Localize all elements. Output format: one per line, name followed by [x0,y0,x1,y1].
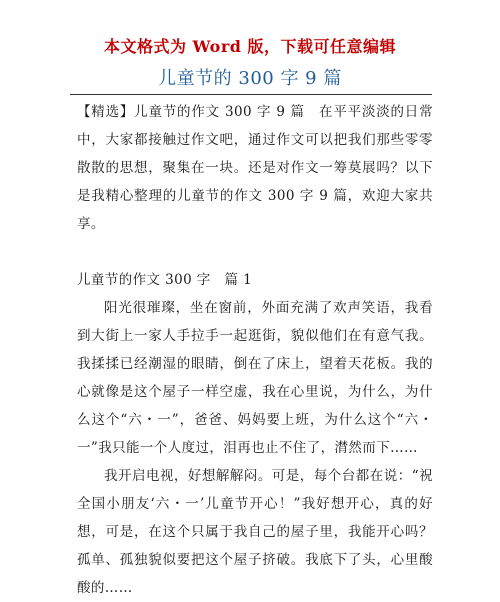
section-heading: 儿童节的作文 300 字 篇 1 [77,272,253,288]
format-notice-banner: 本文格式为 Word 版，下载可任意编辑 [103,37,397,56]
document-body [77,98,433,602]
document-title: 儿童节的 300 字 9 篇 [158,68,342,89]
intro-paragraph: 【精选】儿童节的作文 300 字 9 篇 在平平淡淡的日常中，大家都接触过作文吧，通过作文可以把我们那些零零散散的思想，聚集在一块。还是对作文一筹莫展吗？以下是我精心整理的儿童节的作文 300 字 9 篇，欢迎大家共享。 [77,104,433,232]
body-paragraph-1: 阳光很璀璨，坐在窗前，外面充满了欢声笑语，我看到大街上一家人手拉手一起逛街，貌似他们在有意气我。我揉揉已经潮湿的眼睛，倒在了床上，望着天花板。我的心就像是这个屋子一样空虚，我在心里说，为什么，为什么这个“六・一”，爸爸、妈妈要上班，为什么这个“六・一”我只能一个人度过，泪再也止不住了，潸然而下…… [77,300,433,456]
body-paragraph-2: 我开启电视，好想解解闷。可是，每个台都在说：“祝全国小朋友‘六・一’儿童节开心！”我好想开心，真的好想，可是，在这个只属于我自己的屋子里，我能开心吗？孤单、孤独貌似要把这个屋子挤破。我底下了头，心里酸酸的…… [77,468,433,596]
title-divider [70,94,432,95]
